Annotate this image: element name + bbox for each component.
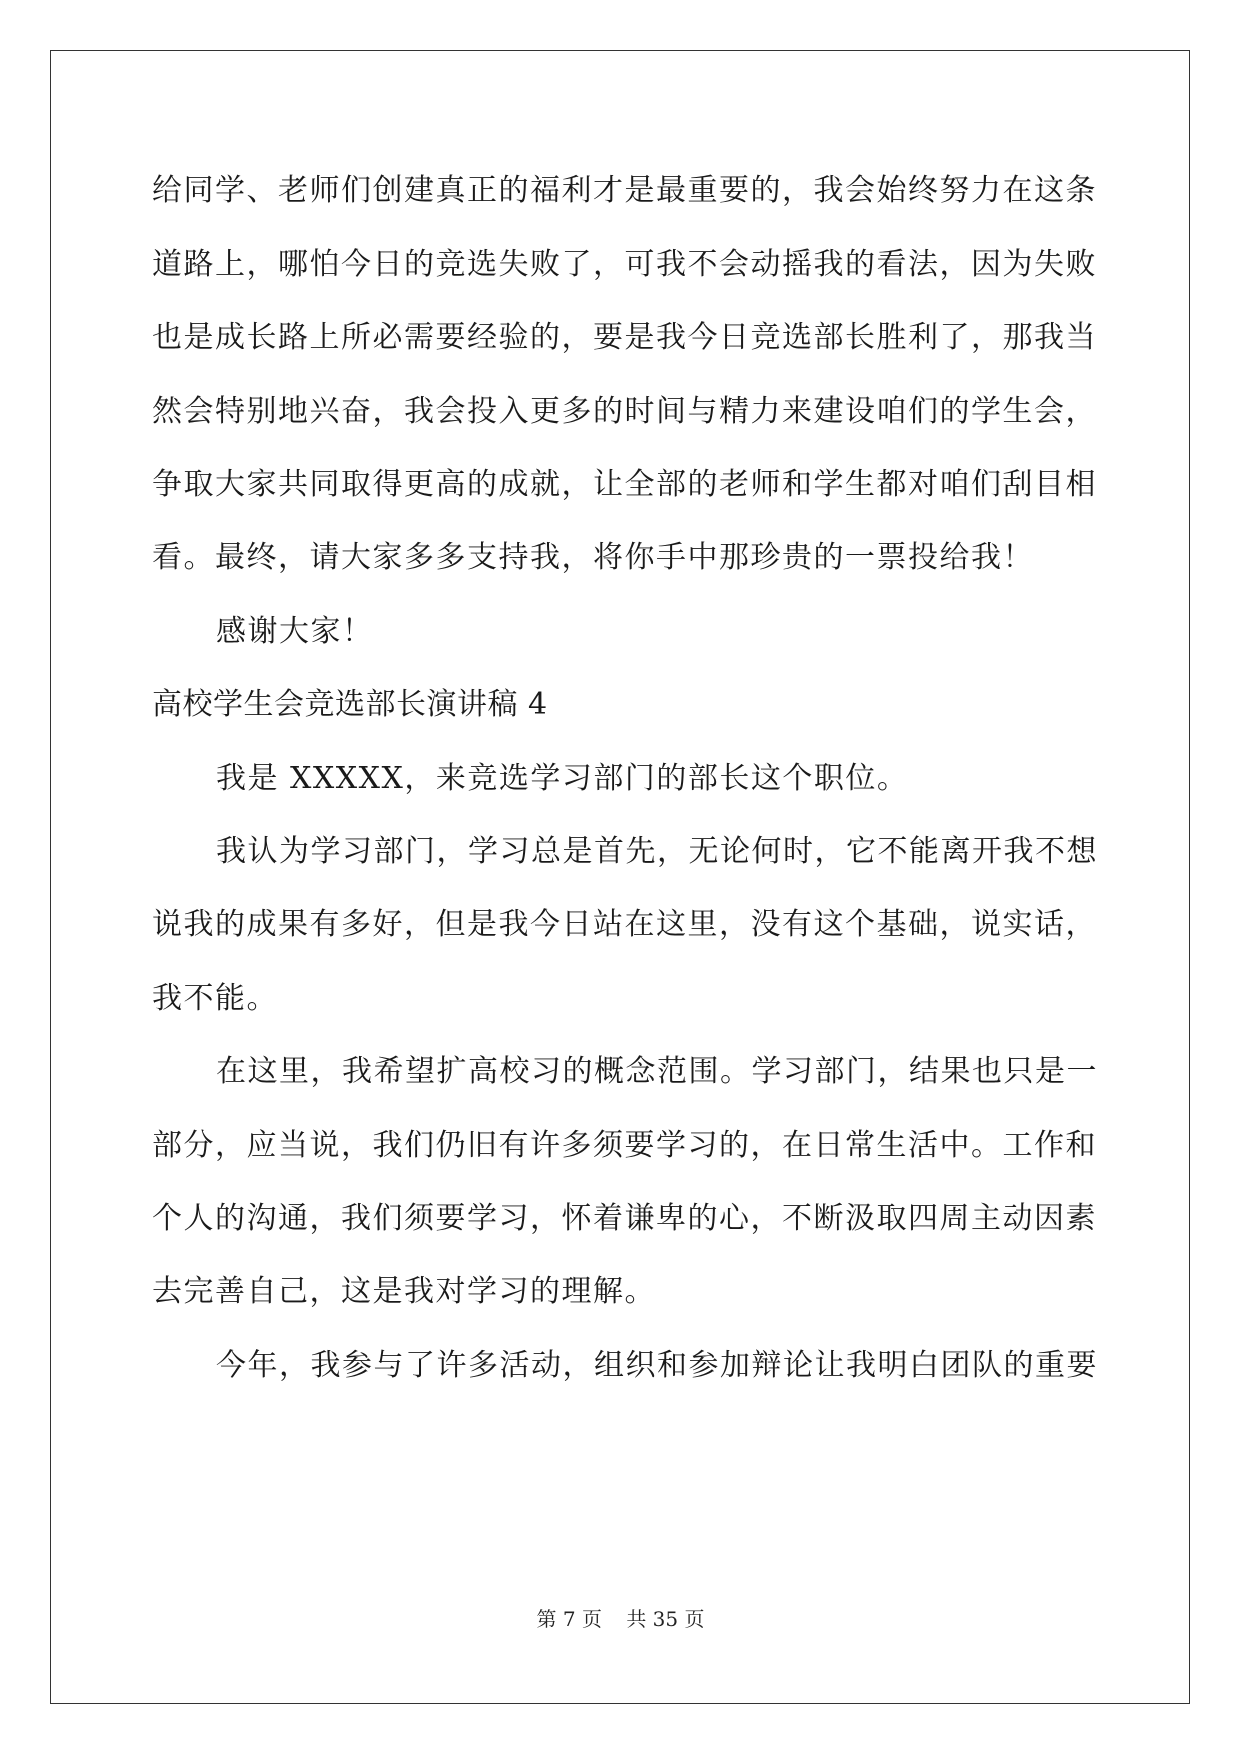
body-line: 给同学、老师们创建真正的福利才是最重要的，我会始终努力在这条: [152, 173, 1097, 208]
section-heading: 高校学生会竞选部长演讲稿 4: [152, 687, 548, 722]
body-line: 说我的成果有多好，但是我今日站在这里，没有这个基础，说实话，: [152, 907, 1097, 942]
page-number: 第 7 页: [536, 1607, 602, 1631]
body-line: 今年，我参与了许多活动，组织和参加辩论让我明白团队的重要: [216, 1348, 1098, 1383]
page-border: [50, 50, 1190, 1704]
body-line: 去完善自己，这是我对学习的理解。: [152, 1274, 656, 1309]
page-total: 共 35 页: [626, 1607, 705, 1631]
body-line: 部分，应当说，我们仍旧有许多须要学习的，在日常生活中。工作和: [152, 1128, 1097, 1163]
page-footer: [0, 1605, 1241, 1633]
body-line: 也是成长路上所必需要经验的，要是我今日竞选部长胜利了，那我当: [152, 320, 1097, 355]
body-line: 道路上，哪怕今日的竞选失败了，可我不会动摇我的看法，因为失败: [152, 247, 1097, 282]
body-line: 个人的沟通，我们须要学习，怀着谦卑的心，不断汲取四周主动因素: [152, 1201, 1097, 1236]
closing-line: 感谢大家！: [216, 614, 374, 649]
body-line: 看。最终，请大家多多支持我，将你手中那珍贵的一票投给我！: [152, 540, 1034, 575]
body-line: 然会特别地兴奋，我会投入更多的时间与精力来建设咱们的学生会，: [152, 394, 1097, 429]
body-line: 在这里，我希望扩高校习的概念范围。学习部门，结果也只是一: [216, 1054, 1098, 1089]
body-line: 争取大家共同取得更高的成就，让全部的老师和学生都对咱们刮目相: [152, 467, 1097, 502]
body-line: 我是 XXXXX，来竞选学习部门的部长这个职位。: [216, 761, 909, 796]
body-line: 我认为学习部门，学习总是首先，无论何时，它不能离开我不想: [216, 834, 1098, 869]
body-line: 我不能。: [152, 981, 278, 1016]
